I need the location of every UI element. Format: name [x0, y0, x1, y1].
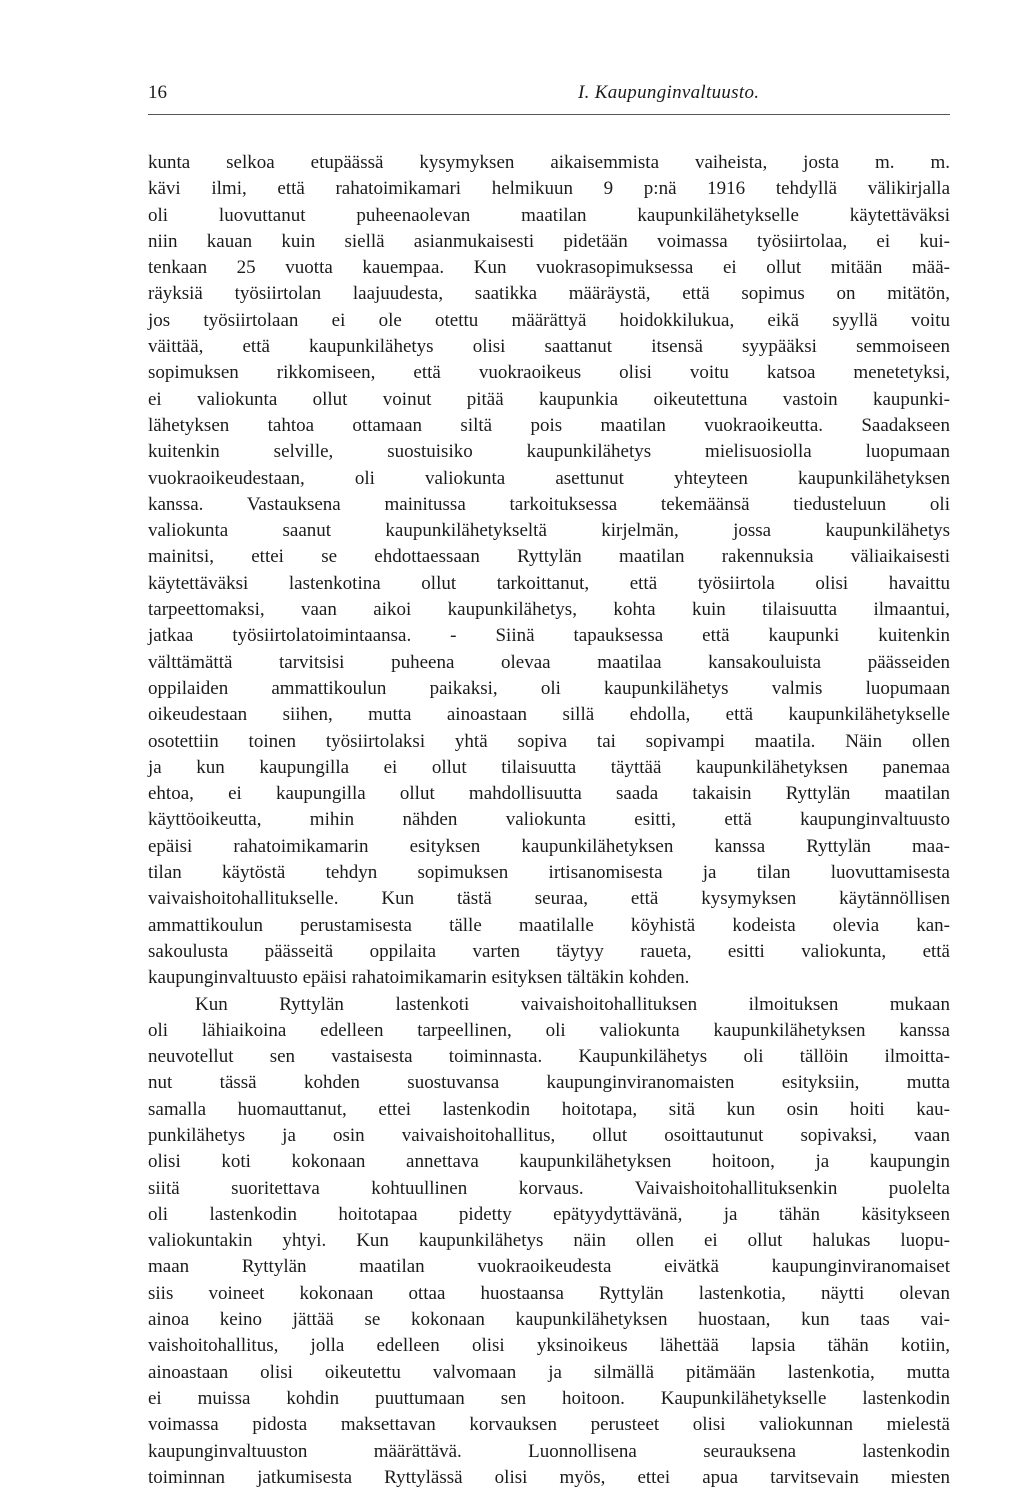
text-line: jatkaa työsiirtolatoimintaansa. - Siinä tapauksessa että kaupunki kuitenkin — [148, 625, 950, 647]
paragraph — [148, 150, 950, 992]
text-line: vuokraoikeudestaan, oli valiokunta asettunut yhteyteen kaupunkilähetyksen — [148, 467, 950, 489]
text-line: epäisi rahatoimikamarin esityksen kaupunkilähetyksen kanssa Ryttylän maa- — [148, 835, 950, 857]
text-line: oppilaiden ammattikoulun paikaksi, oli kaupunkilähetys valmis luopumaan — [148, 677, 950, 699]
text-line: käyttöoikeutta, mihin nähden valiokunta esitti, että kaupunginvaltuusto — [148, 809, 950, 831]
text-line: oli lastenkodin hoitotapaa pidetty epätyydyttävänä, ja tähän käsitykseen — [148, 1203, 950, 1225]
text-line: sopimuksen rikkomiseen, että vuokraoikeus olisi voitu katsoa menetetyksi, — [148, 362, 950, 384]
text-line: ei muissa kohdin puuttumaan sen hoitoon. Kaupunkilähetykselle lastenkodin — [148, 1387, 950, 1409]
text-line: vaivaishoitohallitukselle. Kun tästä seuraa, että kysymyksen käytännöllisen — [148, 888, 950, 910]
text-line: valiokunta saanut kaupunkilähetykseltä kirjelmän, jossa kaupunkilähetys — [148, 520, 950, 542]
paragraph — [148, 992, 950, 1492]
text-line: nut tässä kohden suostuvansa kaupunginviranomaisten esityksiin, mutta — [148, 1072, 950, 1094]
text-line: voimassa pidosta maksettavan korvauksen perusteet olisi valiokunnan mielestä — [148, 1414, 950, 1436]
text-line: kanssa. Vastauksena mainitussa tarkoituksessa tekemäänsä tiedusteluun oli — [148, 493, 950, 515]
text-line: oikeudestaan siihen, mutta ainoastaan sillä ehdolla, että kaupunkilähetykselle — [148, 704, 950, 726]
text-line: ammattikoulun perustamisesta tälle maatilalle köyhistä kodeista olevia kan- — [148, 914, 950, 936]
page-header — [148, 82, 950, 115]
text-line: oli luovuttanut puheenaolevan maatilan kaupunkilähetykselle käytettäväksi — [148, 204, 950, 226]
text-line: välttämättä tarvitsisi puheena olevaa maatilaa kansakouluista päässeiden — [148, 651, 950, 673]
text-line: tenkaan 25 vuotta kauempaa. Kun vuokrasopimuksessa ei ollut mitään mää- — [148, 257, 950, 279]
text-line: kunta selkoa etupäässä kysymyksen aikaisemmista vaiheista, josta m. m. — [148, 152, 950, 173]
text-line: väittää, että kaupunkilähetys olisi saattanut itsensä syypääksi semmoiseen — [148, 336, 950, 358]
text-line: kuitenkin selville, suostuisiko kaupunkilähetys mielisuosiolla luopumaan — [148, 441, 950, 463]
text-line: siitä suoritettava kohtuullinen korvaus. Vaivaishoitohallituksenkin puolelta — [148, 1177, 950, 1199]
text-line: lähetyksen tahtoa ottamaan siltä pois maatilan vuokraoikeutta. Saadakseen — [148, 414, 950, 436]
text-line: maan Ryttylän maatilan vuokraoikeudesta eivätkä kaupunginviranomaiset — [148, 1256, 950, 1278]
text-line: samalla huomauttanut, ettei lastenkodin hoitotapa, sitä kun osin hoiti kau- — [148, 1098, 950, 1120]
text-line: Kun Ryttylän lastenkoti vaivaishoitohallituksen ilmoituksen mukaan — [195, 993, 950, 1015]
text-line: toiminnan jatkumisesta Ryttylässä olisi myös, ettei apua tarvitsevain miesten — [148, 1466, 950, 1488]
text-line: ainoa keino jättää se kokonaan kaupunkilähetyksen huostaan, kun taas vai- — [148, 1309, 950, 1331]
text-line: sakoulusta päässeitä oppilaita varten täytyy raueta, esitti valiokunta, että — [148, 940, 950, 962]
body-text — [148, 150, 950, 1491]
text-line: valiokuntakin yhtyi. Kun kaupunkilähetys näin ollen ei ollut halukas luopu- — [148, 1230, 950, 1252]
page-number: 16 — [148, 82, 167, 103]
text-line: niin kauan kuin siellä asianmukaisesti pidetään voimassa työsiirtolaa, ei kui- — [148, 230, 950, 252]
text-line: jos työsiirtolaan ei ole otettu määrättyä hoidokkilukua, eikä syyllä voitu — [148, 309, 950, 331]
text-line: tarpeettomaksi, vaan aikoi kaupunkilähetys, kohta kuin tilaisuutta ilmaantui, — [148, 599, 950, 621]
text-line: osotettiin toinen työsiirtolaksi yhtä sopiva tai sopivampi maatila. Näin ollen — [148, 730, 950, 752]
text-line: siis voineet kokonaan ottaa huostaansa Ryttylän lastenkotia, näytti olevan — [148, 1282, 950, 1304]
text-line: käytettäväksi lastenkotina ollut tarkoittanut, että työsiirtola olisi havaittu — [148, 572, 950, 594]
text-line: räyksiä työsiirtolan laajuudesta, saatikka määräystä, että sopimus on mitätön, — [148, 283, 950, 305]
text-line: mainitsi, ettei se ehdottaessaan Ryttylän maatilan rakennuksia väliaikaisesti — [148, 546, 950, 568]
text-line: oli lähiaikoina edelleen tarpeellinen, oli valiokunta kaupunkilähetyksen kanssa — [148, 1019, 950, 1041]
text-line: kaupunginvaltuusto epäisi rahatoimikamarin esityksen tältäkin kohden. — [148, 967, 690, 989]
text-line: kävi ilmi, että rahatoimikamari helmikuun 9 p:nä 1916 tehdyllä välikirjalla — [148, 178, 950, 200]
text-line: kaupunginvaltuuston määrättävä. Luonnollisena seurauksena lastenkodin — [148, 1440, 950, 1462]
text-line: vaishoitohallitus, jolla edelleen olisi yksinoikeus lähettää lapsia tähän kotiin, — [148, 1335, 950, 1357]
text-line: ja kun kaupungilla ei ollut tilaisuutta täyttää kaupunkilähetyksen panemaa — [148, 756, 950, 778]
text-line: punkilähetys ja osin vaivaishoitohallitus, ollut osoittautunut sopivaksi, vaan — [148, 1124, 950, 1146]
text-line: ei valiokunta ollut voinut pitää kaupunkia oikeutettuna vastoin kaupunki- — [148, 388, 950, 410]
running-title: I. Kaupunginvaltuusto. — [578, 82, 760, 103]
text-line: ainoastaan olisi oikeutettu valvomaan ja silmällä pitämään lastenkotia, mutta — [148, 1361, 950, 1383]
text-line: tilan käytöstä tehdyn sopimuksen irtisanomisesta ja tilan luovuttamisesta — [148, 862, 950, 884]
text-line: ehtoa, ei kaupungilla ollut mahdollisuutta saada takaisin Ryttylän maatilan — [148, 783, 950, 805]
text-line: neuvotellut sen vastaisesta toiminnasta. Kaupunkilähetys oli tällöin ilmoitta- — [148, 1046, 950, 1068]
text-line: olisi koti kokonaan annettava kaupunkilähetyksen hoitoon, ja kaupungin — [148, 1151, 950, 1173]
